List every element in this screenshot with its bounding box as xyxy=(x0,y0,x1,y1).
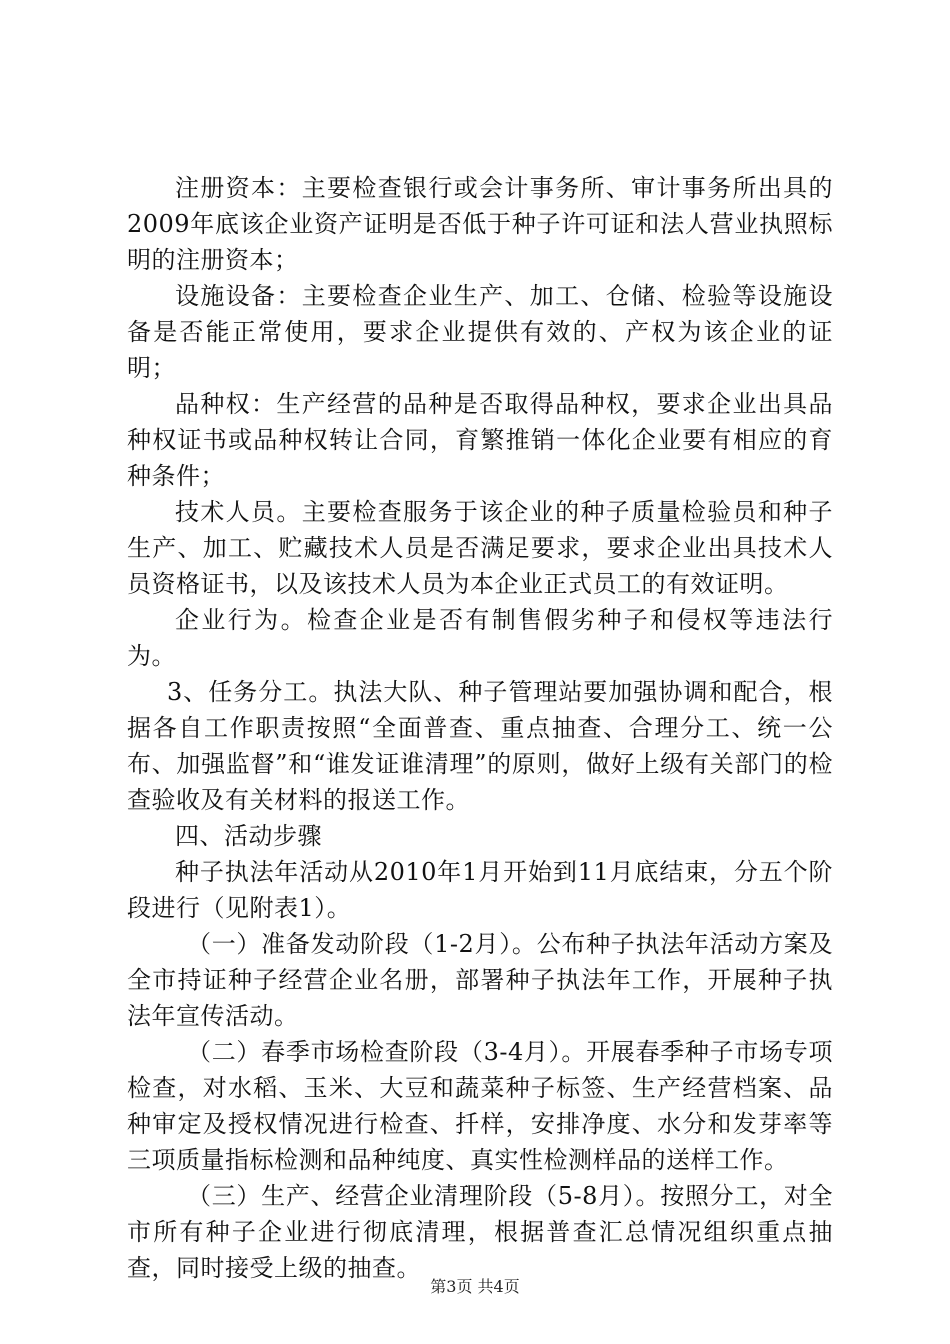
paragraph-stage-1: （一）准备发动阶段（1-2月）。公布种子执法年活动方案及全市持证种子经营企业名册，部署种子执法年工作，开展种子执法年宣传活动。 xyxy=(127,930,833,1030)
paragraph-activity-overview: 种子执法年活动从2010年1月开始到11月底结束，分五个阶段进行（见附表1）。 xyxy=(127,858,833,922)
paragraph-stage-3: （三）生产、经营企业清理阶段（5-8月）。按照分工，对全市所有种子企业进行彻底清理，根据普查汇总情况组织重点抽查，同时接受上级的抽查。 xyxy=(127,1182,833,1282)
paragraph-variety-rights: 品种权：生产经营的品种是否取得品种权，要求企业出具品种权证书或品种权转让合同，育繁推销一体化企业要有相应的育种条件； xyxy=(127,390,833,490)
page-number-label: 第3页 共4页 xyxy=(430,1277,520,1296)
paragraph-facilities: 设施设备：主要检查企业生产、加工、仓储、检验等设施设备是否能正常使用，要求企业提供有效的、产权为该企业的证明； xyxy=(127,282,833,382)
paragraph-stage-2: （二）春季市场检查阶段（3-4月）。开展春季种子市场专项检查，对水稻、玉米、大豆和蔬菜种子标签、生产经营档案、品种审定及授权情况进行检查、扦样，安排净度、水分和发芽率等三项质量指标检测和品种纯度、真实性检测样品的送样工作。 xyxy=(127,1038,833,1174)
paragraph-enterprise-behavior: 企业行为。检查企业是否有制售假劣种子和侵权等违法行为。 xyxy=(127,606,833,670)
paragraph-technical-staff: 技术人员。主要检查服务于该企业的种子质量检验员和种子生产、加工、贮藏技术人员是否满足要求，要求企业出具技术人员资格证书，以及该技术人员为本企业正式员工的有效证明。 xyxy=(127,498,833,598)
document-body xyxy=(127,170,833,1286)
paragraph-task-division: 3、任务分工。执法大队、种子管理站要加强协调和配合，根据各自工作职责按照“全面普查、重点抽查、合理分工、统一公布、加强监督”和“谁发证谁清理”的原则，做好上级有关部门的检查验收及有关材料的报送工作。 xyxy=(127,678,833,814)
page-footer xyxy=(0,1274,950,1297)
section-heading-steps: 四、活动步骤 xyxy=(175,822,322,850)
paragraph-registered-capital: 注册资本：主要检查银行或会计事务所、审计事务所出具的2009年底该企业资产证明是否低于种子许可证和法人营业执照标明的注册资本； xyxy=(127,174,833,274)
